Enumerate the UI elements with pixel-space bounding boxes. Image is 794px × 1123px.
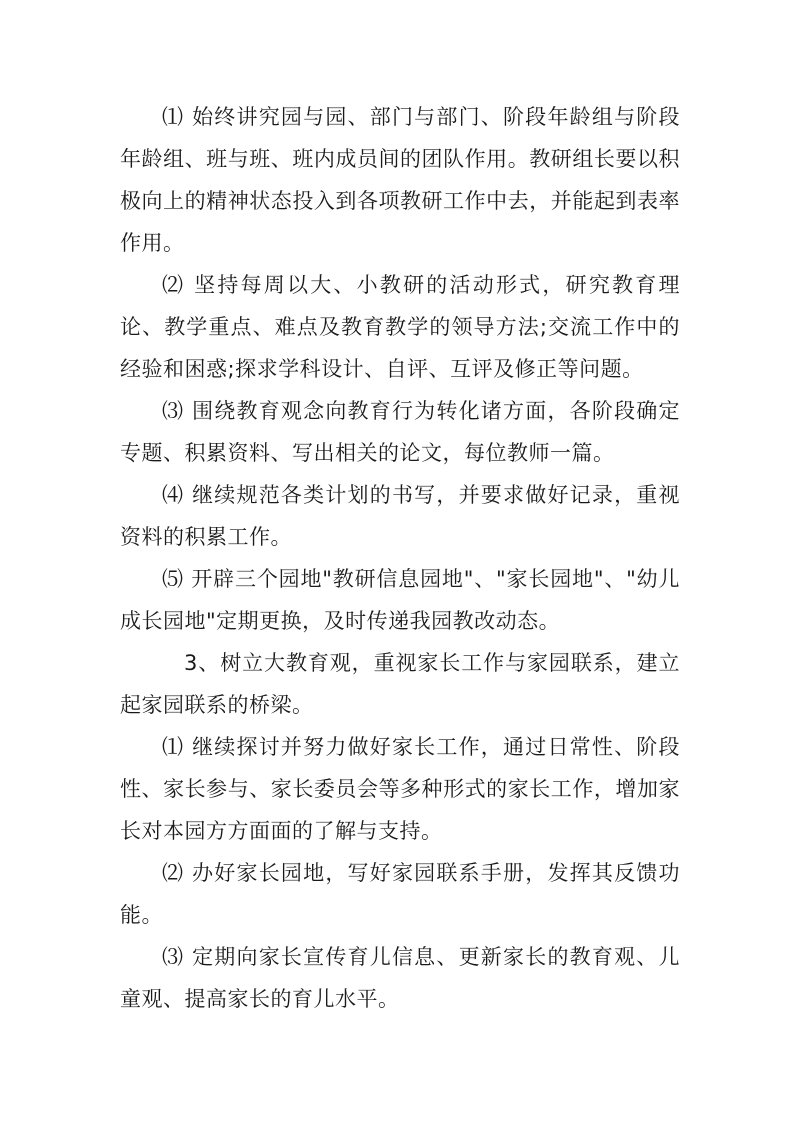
paragraph-6-parent-work: ⑴ 继续探讨并努力做好家长工作，通过日常性、阶段性、家长参与、家长委员会等多种形式的家长工作，增加家长对本园方方面面的了解与支持。 xyxy=(120,735,680,843)
document-body xyxy=(120,96,680,1020)
paragraph-7-parent-board: ⑵ 办好家长园地，写好家园联系手册，发挥其反馈功能。 xyxy=(120,861,680,927)
paragraph-4-plan-writing: ⑷ 继续规范各类计划的书写，并要求做好记录，重视资料的积累工作。 xyxy=(120,483,680,549)
section-heading-3-parent-work: 3、树立大教育观，重视家长工作与家园联系，建立起家园联系的桥梁。 xyxy=(120,651,680,717)
paragraph-2-weekly-research: ⑵ 坚持每周以大、小教研的活动形式，研究教育理论、教学重点、难点及教育教学的领导方法;交流工作中的经验和困惑;探求学科设计、自评、互评及修正等问题。 xyxy=(120,273,680,381)
paragraph-1-teamwork: ⑴ 始终讲究园与园、部门与部门、阶段年龄组与阶段年龄组、班与班、班内成员间的团队作用。教研组长要以积极向上的精神状态投入到各项教研工作中去，并能起到表率作用。 xyxy=(120,105,680,255)
paragraph-5-garden-boards: ⑸ 开辟三个园地"教研信息园地"、"家长园地"、"幼儿成长园地"定期更换，及时传递我园教改动态。 xyxy=(120,567,680,633)
paragraph-8-parent-info: ⑶ 定期向家长宣传育儿信息、更新家长的教育观、儿童观、提高家长的育儿水平。 xyxy=(120,945,680,1011)
paragraph-3-education-concept: ⑶ 围绕教育观念向教育行为转化诸方面，各阶段确定专题、积累资料、写出相关的论文，每位教师一篇。 xyxy=(120,399,680,465)
